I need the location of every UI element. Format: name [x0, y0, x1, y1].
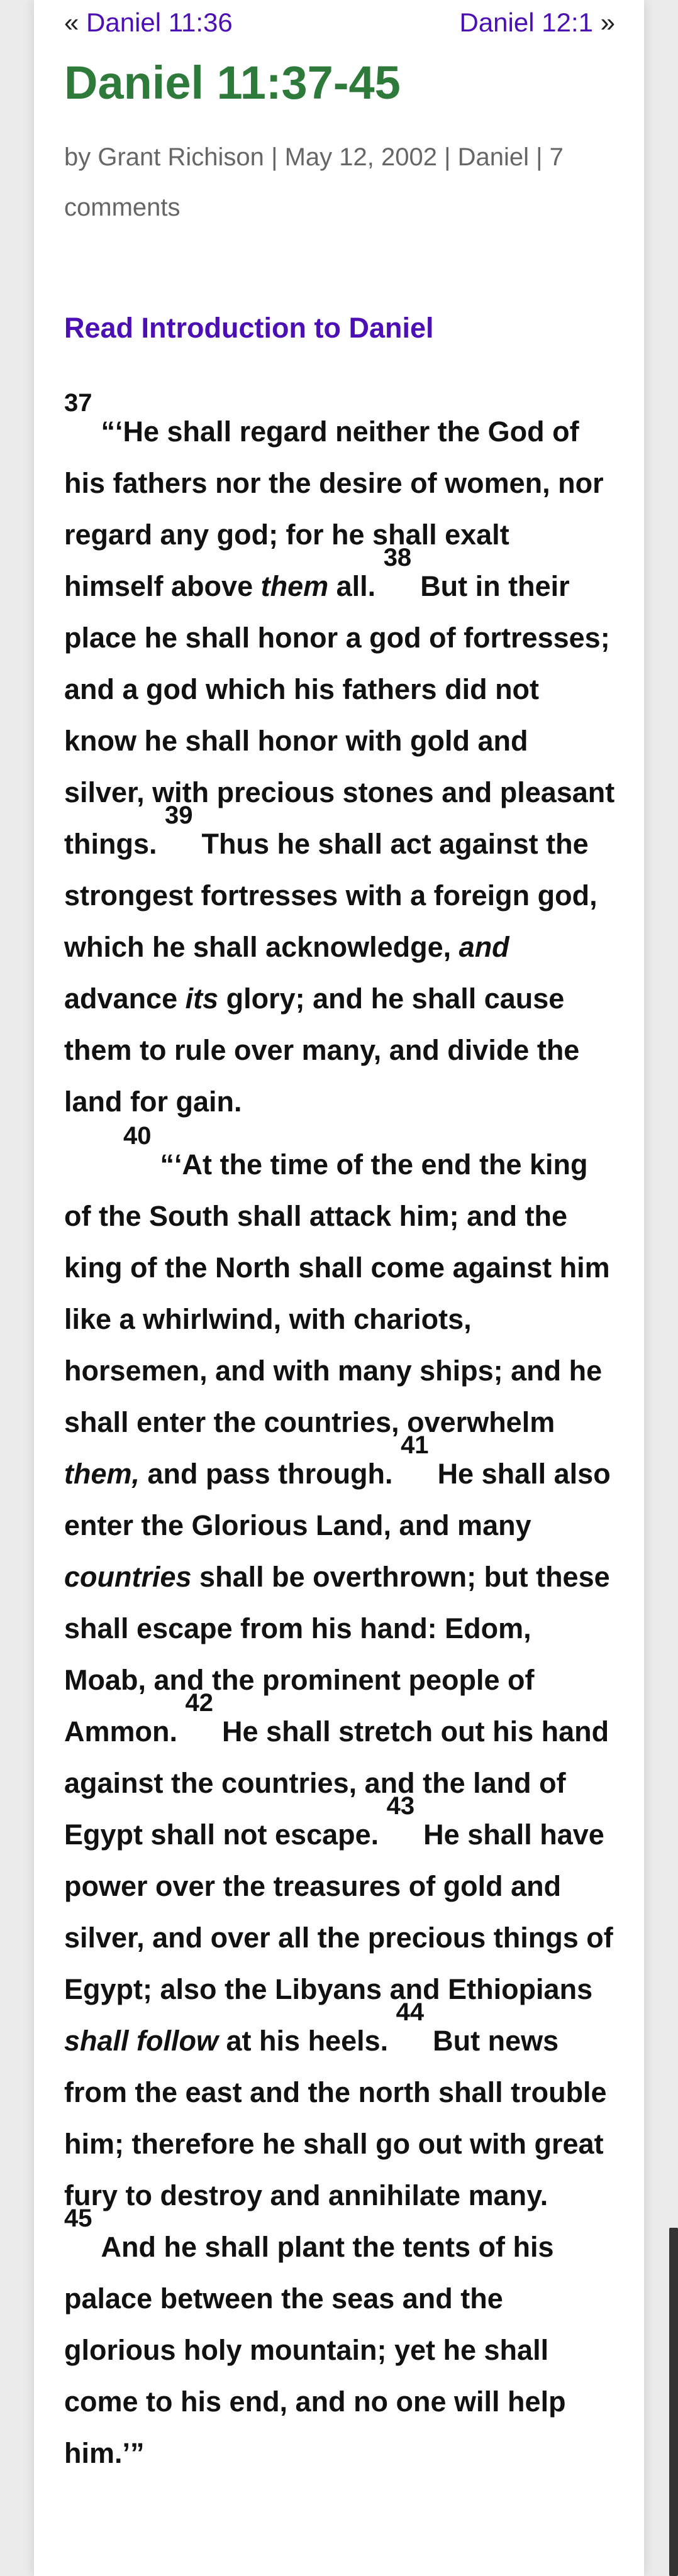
verse-text: all. [328, 570, 376, 602]
verse-text: He shall stretch out his hand against the countries, and the land of Egypt shall not escape. [64, 1715, 609, 1851]
category-link[interactable]: Daniel [457, 143, 530, 171]
verse-text: “‘At the time of the end the king of the South shall attack him; and the king of the North shall come against him like a whirlwind, with chariots, horsemen, and with many ships; and he shall enter the countries, overwhelm [64, 1148, 610, 1438]
verse-number: 40 [123, 1122, 152, 1150]
verse-italic: and [458, 931, 509, 963]
post-navigation [64, 0, 615, 45]
verse-text: But news from the east and the north shall trouble him; therefore he shall go out with great fury to destroy and annihilate many. [64, 2025, 607, 2211]
verse-text: But in their place he shall honor a god of fortresses; and a god which his fathers did not know he shall honor with gold and silver, with precious stones and pleasant things. [64, 570, 615, 860]
verse-number: 42 [185, 1689, 214, 1717]
intro-section [64, 308, 615, 348]
verse-text: shall be overthrown; but these shall escape from his hand: Edom, Moab, and the prominent people of Ammon. [64, 1561, 610, 1748]
verse-number: 43 [386, 1792, 415, 1820]
verse-text: glory; and he shall cause them to rule over many, and divide the land for gain. [64, 983, 580, 1118]
verse-number: 39 [165, 801, 193, 829]
verse-number: 44 [396, 1998, 425, 2026]
author-link[interactable]: Grant Richison [97, 143, 264, 171]
article-card [34, 0, 644, 2576]
verse-text: He shall also enter the Glorious Land, and many [64, 1458, 611, 1541]
verse-italic: them, [64, 1458, 140, 1490]
verse-text: “‘He shall regard neither the God of his fathers nor the desire of women, nor regard any god; for he shall exalt himself above [64, 416, 604, 602]
meta-separator: | [536, 143, 543, 171]
page-title: Daniel 11:37-45 [64, 57, 401, 109]
scrollbar-thumb[interactable] [669, 2228, 678, 2576]
comments-link[interactable]: 7 comments [64, 143, 564, 221]
next-post-link[interactable]: Daniel 12:1 [459, 8, 593, 37]
intro-link[interactable]: Read Introduction to Daniel [64, 312, 434, 344]
next-post [459, 0, 615, 45]
verse-italic: shall follow [64, 2025, 219, 2057]
prev-post-link[interactable]: Daniel 11:36 [86, 8, 233, 37]
meta-separator: | [444, 143, 451, 171]
meta-by: by [64, 143, 91, 171]
verse-text: He shall have power over the treasures of gold and silver, and over all the precious things of Egypt; also the Libyans and Ethiopians [64, 1819, 613, 2005]
paragraph-2 [64, 1122, 615, 2479]
verse-text: at his heels. [218, 2025, 389, 2057]
scripture-passage [64, 389, 615, 2479]
paragraph-1 [64, 389, 615, 1128]
verse-italic: its [185, 983, 219, 1015]
verse-number: 45 [64, 2204, 92, 2232]
next-arrow: » [600, 8, 615, 37]
verse-text: Thus he shall act against the strongest fortresses with a foreign god, which he shall acknowledge, [64, 828, 597, 963]
prev-post [64, 0, 233, 45]
verse-italic: them [260, 570, 329, 602]
verse-italic: countries [64, 1561, 192, 1593]
verse-number: 37 [64, 389, 92, 417]
verse-text: And he shall plant the tents of his palace between the seas and the glorious holy mountain; yet he shall come to his end, and no one will help him.’” [64, 2231, 566, 2469]
article-content [64, 0, 615, 2491]
meta-separator: | [271, 143, 278, 171]
verse-text: and pass through. [140, 1458, 393, 1490]
verse-text: advance [64, 983, 186, 1015]
post-date: May 12, 2002 [284, 143, 437, 171]
post-meta [64, 132, 615, 233]
verse-number: 41 [401, 1431, 429, 1459]
verse-number: 38 [383, 544, 412, 571]
prev-arrow: « [64, 8, 79, 37]
